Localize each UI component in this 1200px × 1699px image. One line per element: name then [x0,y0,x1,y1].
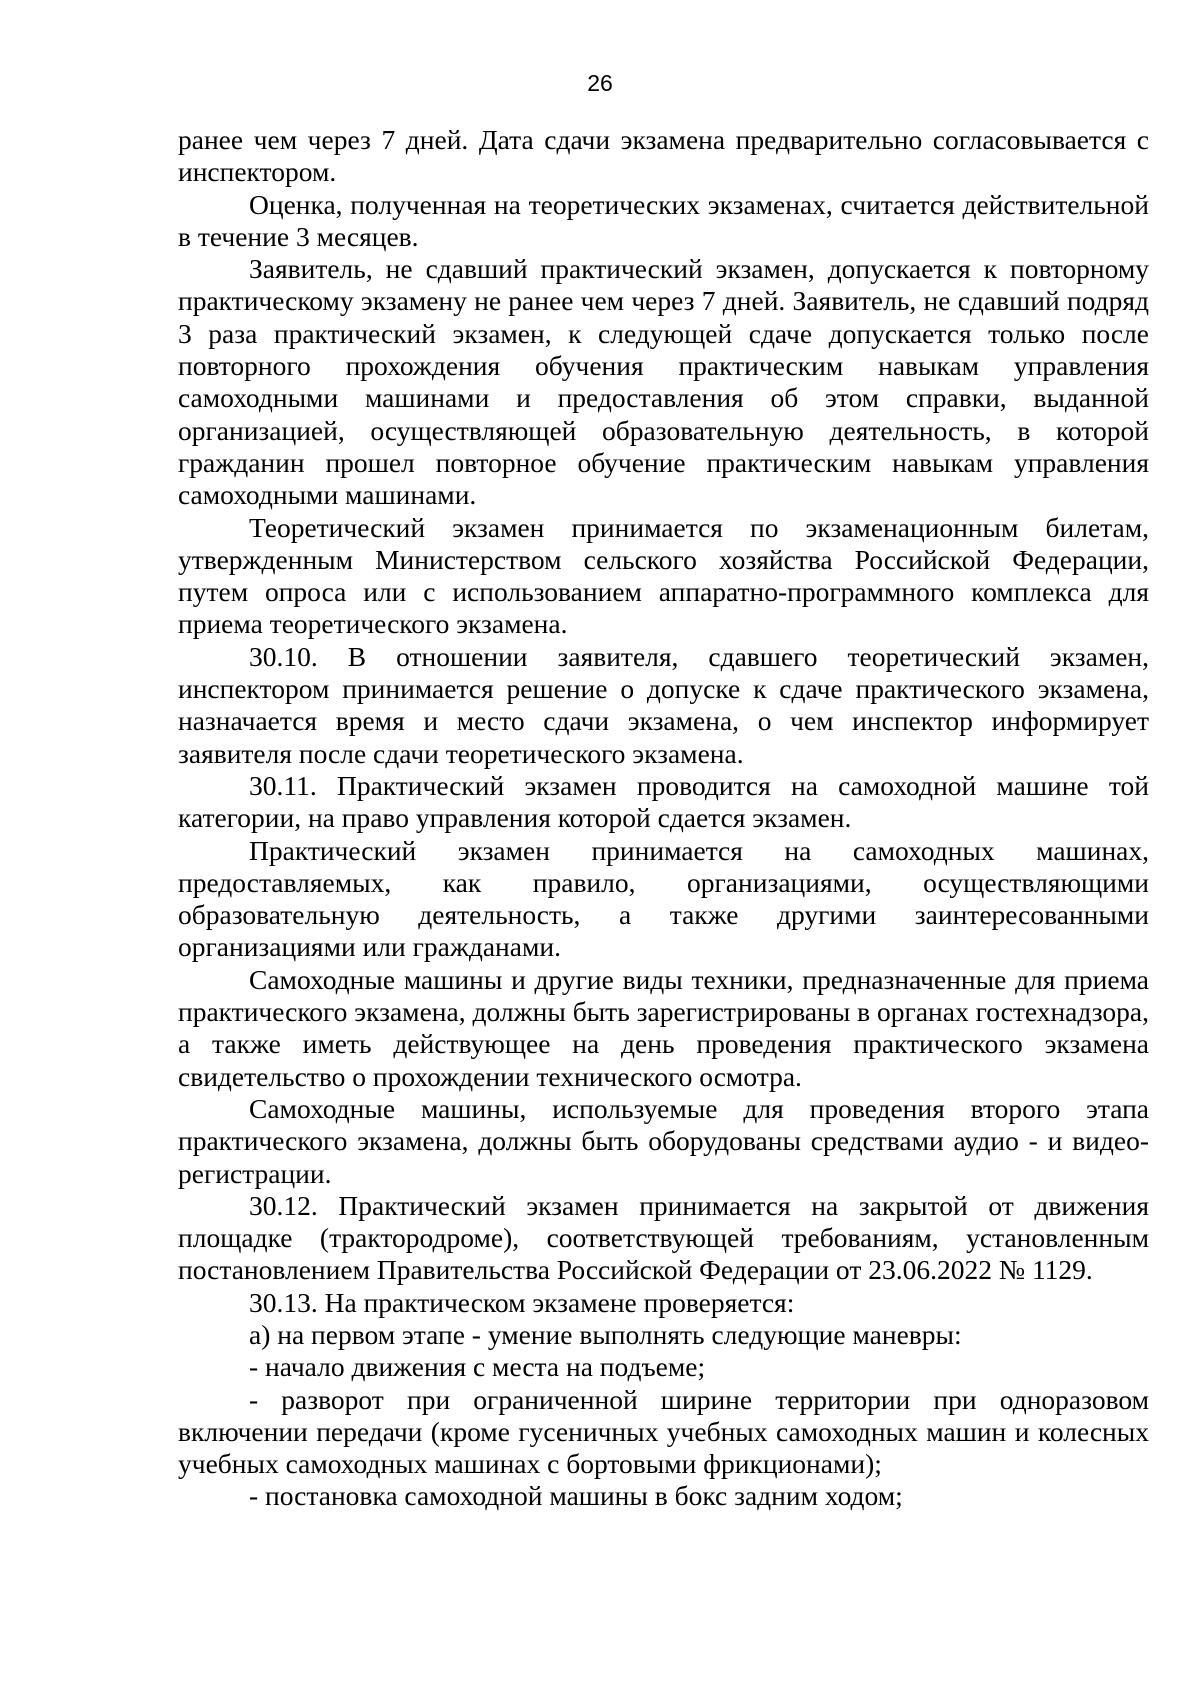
paragraph-30-10: 30.10. В отношении заявителя, сдавшего теоретический экзамен, инспектором принимается решение о допуске к сдаче практического экзамена, назначается время и место сдачи экзамена, о чем инспектор информирует заявителя после сдачи теоретического экзамена. [178,640,1149,769]
paragraph-continuation: ранее чем через 7 дней. Дата сдачи экзамена предварительно согласовывается с инспектором. [178,124,1149,188]
paragraph-machines-registration: Самоходные машины и другие виды техники, предназначенные для приема практического экзамена, должны быть зарегистрированы в органах гостехнадзора, а также иметь действующее на день проведения практического экзамена свидетельство о прохождении технического осмотра. [178,963,1149,1092]
list-item-u-turn: - разворот при ограниченной ширине территории при одноразовом включении передачи (кроме гусеничных учебных самоходных машин и колесных учебных самоходных машинах с бортовыми фрикционами); [178,1383,1149,1480]
list-item-first-stage: а) на первом этапе - умение выполнять следующие маневры: [249,1318,962,1350]
paragraph-30-13: 30.13. На практическом экзамене проверяется: [249,1286,795,1318]
document-body [178,124,1149,1513]
page-number: 26 [587,70,613,96]
list-item-reverse-parking: - постановка самоходной машины в бокс задним ходом; [249,1480,903,1512]
paragraph-theory-validity: Оценка, полученная на теоретических экзаменах, считается действительной в течение 3 месяцев. [178,188,1149,252]
list-item-hill-start: - начало движения с места на подъеме; [249,1351,706,1383]
paragraph-audio-video: Самоходные машины, используемые для проведения второго этапа практического экзамена, должны быть оборудованы средствами аудио - и видео-регистрации. [178,1092,1149,1189]
paragraph-practical-retake: Заявитель, не сдавший практический экзамен, допускается к повторному практическому экзамену не ранее чем через 7 дней. Заявитель, не сдавший подряд 3 раза практический экзамен, к следующей сдаче допускается только после повторного прохождения обучения практическим навыкам управления самоходными машинами и предоставления об этом справки, выданной организацией, осуществляющей образовательную деятельность, в которой гражданин прошел повторное обучение практическим навыкам управления самоходными машинами. [178,253,1149,511]
paragraph-30-11: 30.11. Практический экзамен проводится на самоходной машине той категории, на право управления которой сдается экзамен. [178,769,1149,834]
paragraph-theory-tickets: Теоретический экзамен принимается по экзаменационным билетам, утвержденным Министерством сельского хозяйства Российской Федерации, путем опроса или с использованием аппаратно-программного комплекса для приема теоретического экзамена. [178,511,1149,640]
paragraph-machines-provided: Практический экзамен принимается на самоходных машинах, предоставляемых, как правило, организациями, осуществляющими образовательную деятельность, а также другими заинтересованными организациями или гражданами. [178,834,1149,963]
paragraph-30-12: 30.12. Практический экзамен принимается на закрытой от движения площадке (трактородроме), соответствующей требованиям, установленным постановлением Правительства Российской Федерации от 23.06.2022 № 1129. [178,1189,1149,1286]
